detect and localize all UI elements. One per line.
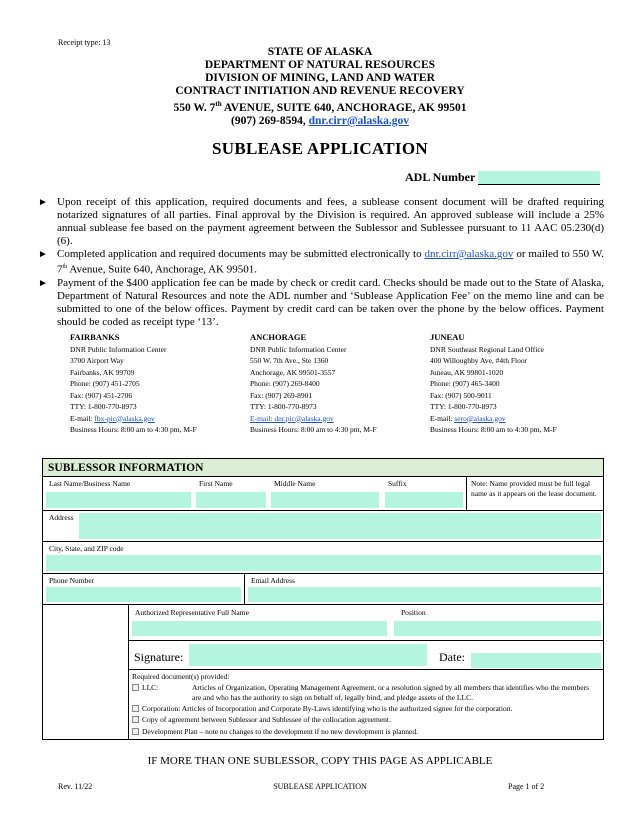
revision: Rev. 11/22 [58,782,93,791]
instruction-text-a: Completed application and required documents may be submitted electronically to [57,248,425,260]
office-email [430,413,610,425]
date-label: Date: [439,650,465,664]
middle-name-input[interactable] [271,492,379,508]
office-tty: TTY: 1-800-770-8973 [70,402,137,411]
office-line: DNR Public Information Center [250,344,347,354]
office-line: Fairbanks, AK 99709 [70,367,135,377]
signature-label: Signature: [134,650,184,664]
agency-header [0,46,640,128]
header-address-sup: th [215,100,222,108]
office-hours: Business Hours: 8:00 am to 4:30 pm, M-F [250,425,377,434]
adl-number-input[interactable] [478,171,600,185]
position-input[interactable] [394,621,601,636]
office-fax: Fax: (907) 269-8901 [250,390,313,400]
phone-label: Phone Number [49,576,95,585]
middle-name-label: Middle Name [274,479,316,488]
office-name: FAIRBANKS [70,332,120,342]
office-name: JUNEAU [430,332,465,342]
name-note: Note: Name provided must be full legal name as it appears on the lease document. [471,479,597,498]
copy-option[interactable] [132,715,600,726]
first-name-input[interactable] [196,492,266,508]
llc-label-wrap [132,683,192,704]
city-input[interactable] [46,555,601,571]
office-line: 550 W. 7th Ave., Ste 1360 [250,356,329,365]
suffix-input[interactable] [385,492,463,508]
corp-checkbox[interactable] [132,705,139,712]
instruction-sup: th [62,264,68,270]
office-hours: Business Hours: 8:00 am to 4:30 pm, M-F [70,425,197,434]
arrow-bullet-icon: ► [38,197,48,208]
office-email-link[interactable]: fbx-pic@alaska.gov [94,413,155,423]
office-fairbanks [70,332,250,436]
signature-input[interactable] [189,644,427,666]
phone-cell [43,574,245,604]
instruction-item [38,196,604,248]
footer-title: SUBLEASE APPLICATION [273,782,367,791]
llc-text: Articles of Organization, Operating Management Agreement, or a resolution signed by all members that identifies who the members are and who has the authority to sign on behalf of, legally bind, and pledge assets of the LLC. [192,682,590,702]
dev-text: Development Plan – note no changes to the development if no new development is planned. [142,726,418,736]
copy-text: Copy of agreement between Sublessor and Sublessee of the collocation agreement. [142,715,391,724]
office-email-label: E-mail: [70,413,95,423]
instruction-text [57,248,604,277]
phone-input[interactable] [46,587,241,602]
date-input[interactable] [471,653,601,668]
office-email-label: E-mail: [430,413,455,423]
rep-name-input[interactable] [132,621,387,636]
instruction-text-b: or mailed to 550 W. 7 [57,248,605,276]
office-fax: Fax: (907) 500-9011 [430,390,492,400]
office-email-link[interactable]: sero@alaska.gov [454,413,506,423]
header-address-b: AVENUE, SUITE 640, ANCHORAGE, AK 99501 [221,101,467,114]
office-phone: Phone: (907) 451-2705 [70,379,140,388]
office-phone: Phone: (907) 465-3400 [430,379,500,388]
llc-label: LLC: [142,682,159,692]
header-line-3: DIVISION OF MINING, LAND AND WATER [205,72,435,84]
header-line-2: DEPARTMENT OF NATURAL RESOURCES [204,59,436,71]
copy-instruction: IF MORE THAN ONE SUBLESSOR, COPY THIS PAGE AS APPLICABLE [147,755,493,767]
instruction-text: Upon receipt of this application, required documents and fees, a sublease consent document will be drafted requiring notarized signatures of all parties. Final approval by the Division is required. An approved sublease will include a 25% annual sublease fee based on the payment agreement between the Sublessor and Sublessee pursuant to 11 AAC 05.230(d)(6). [57,196,604,247]
office-line: Juneau, AK 99801-1020 [430,367,504,377]
sublessor-form [42,458,604,740]
office-anchorage [250,332,430,436]
llc-checkbox[interactable] [132,684,139,691]
corp-option[interactable] [132,704,600,715]
instruction-text-c: Avenue, Suite 640, Anchorage, AK 99501. [67,263,257,276]
office-fax: Fax: (907) 451-2706 [70,390,133,400]
last-name-label: Last Name/Business Name [49,479,131,488]
office-line: 400 Willoughby Ave, #4th Floor [430,356,528,365]
position-label: Position [401,608,426,617]
representative-block [129,605,603,739]
header-line-1: STATE OF ALASKA [267,46,373,58]
blank-cell [43,605,129,739]
office-email-link[interactable]: E-mail: dnr.pic@alaska.gov [250,413,334,423]
address-cell [43,511,603,541]
email-label: Email Address [251,576,295,585]
llc-option[interactable] [132,683,600,704]
corp-text: Corporation: Articles of Incorporation and Corporate By-Laws identifying who is the authorized signee for the corporation. [142,703,513,713]
last-name-input[interactable] [46,492,191,508]
office-tty: TTY: 1-800-770-8973 [250,402,317,411]
office-hours: Business Hours: 8:00 am to 4:30 pm, M-F [430,425,557,434]
form-heading: SUBLESSOR INFORMATION [43,459,603,477]
header-contact [0,115,640,128]
name-row [43,477,603,511]
required-heading: Required document(s) provided: [132,672,230,681]
office-email [70,413,250,425]
dev-checkbox[interactable] [132,728,139,735]
header-line-4: CONTRACT INITIATION AND REVENUE RECOVERY [175,85,465,97]
office-line: DNR Public Information Center [70,344,167,354]
city-label: City, State, and ZIP code [49,544,124,553]
suffix-label: Suffix [388,479,407,488]
office-line: 3700 Airport Way [70,356,124,365]
name-fields [43,477,467,510]
required-documents [129,670,603,739]
header-address-a: 550 W. 7 [173,101,216,114]
submit-email-link[interactable]: dnr.cirr@alaska.gov [424,248,514,260]
first-name-label: First Name [199,479,233,488]
header-address [0,98,640,115]
office-list [70,332,610,436]
email-cell [245,574,603,604]
email-input[interactable] [248,587,601,602]
adl-number-label: ADL Number [405,170,476,184]
address-label: Address [49,513,74,522]
adl-number-field [405,170,600,185]
divider [129,640,603,641]
office-line: DNR Southeast Regional Land Office [430,344,545,354]
arrow-bullet-icon: ► [38,249,48,260]
contact-row [43,574,603,605]
office-email [250,413,430,425]
city-cell [43,542,603,573]
page-number: Page 1 of 2 [508,782,545,791]
arrow-bullet-icon: ► [38,277,48,289]
city-row [43,542,603,574]
office-phone: Phone: (907) 269-8400 [250,379,320,388]
office-tty: TTY: 1-800-770-8973 [430,402,497,411]
instructions [38,196,604,329]
dev-option[interactable] [132,727,600,738]
receipt-type: Receipt type: 13 [58,38,111,47]
representative-row [43,605,603,739]
office-juneau [430,332,610,436]
header-phone: (907) 269-8594, [231,114,309,127]
instruction-item [38,277,604,329]
address-row [43,511,603,542]
instruction-item [38,248,604,277]
instruction-text: Payment of the $400 application fee can be made by check or credit card. Checks should be made out to the State of Alaska, Department of Natural Resources and note the ADL number and ‘Sublease Application Fee’ on the memo line and can be submitted to one of the below offices. Payment by credit card can be taken over the phone by the below offices. Payment should be coded as receipt type ‘13’. [57,276,604,328]
address-input[interactable] [79,513,601,539]
copy-checkbox[interactable] [132,716,139,723]
header-email-link[interactable]: dnr.cirr@alaska.gov [308,114,409,127]
office-line: Anchorage, AK 99501-3557 [250,367,336,377]
office-name: ANCHORAGE [250,332,307,342]
rep-name-label: Authorized Representative Full Name [135,608,249,617]
page-title: SUBLEASE APPLICATION [212,139,428,158]
